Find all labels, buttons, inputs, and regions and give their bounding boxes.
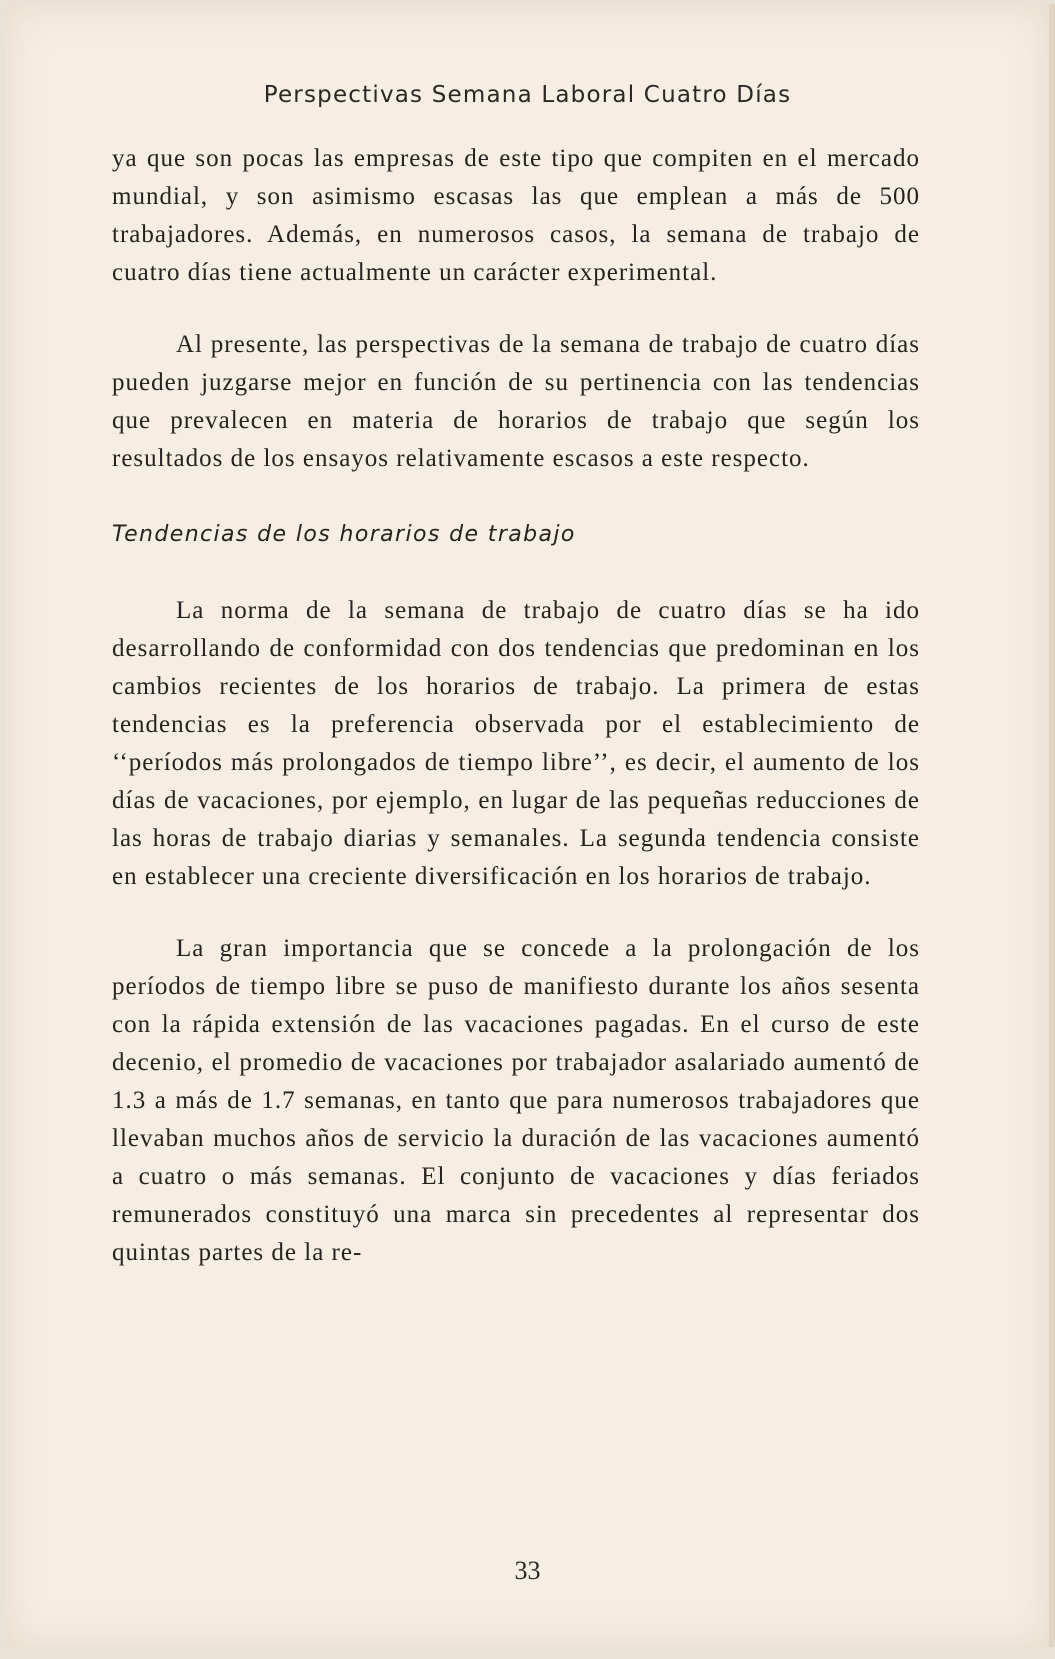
book-page <box>6 4 1055 1647</box>
paragraph-4: La gran importancia que se concede a la prolongación de los períodos de tiempo libre se puso de manifiesto durante los años sesenta con la rápida extensión de las vacaciones pagadas. En el curso de este decenio, el promedio de vacaciones por trabajador asalariado aumentó de 1.3 a más de 1.7 semanas, en tanto que para numerosos trabajadores que llevaban muchos años de servicio la duración de las vacaciones aumentó a cuatro o más semanas. El conjunto de vacaciones y días feriados remunerados constituyó una marca sin precedentes al representar dos quintas partes de la re- <box>112 935 920 1266</box>
running-title: Perspectivas Semana Laboral Cuatro Días <box>263 82 792 108</box>
body-text <box>112 140 920 1272</box>
section-heading: Tendencias de los horarios de trabajo <box>112 522 576 547</box>
paragraph-2: Al presente, las perspectivas de la semana de trabajo de cuatro días pueden juzgarse mejor en función de su pertinencia con las tendencias que prevalecen en materia de horarios de trabajo que según los resultados de los ensayos relativamente escasos a este respecto. <box>112 331 920 472</box>
paragraph-1: ya que son pocas las empresas de este tipo que compiten en el mercado mundial, y son asimismo escasas las que emplean a más de 500 trabajadores. Además, en numerosos casos, la semana de trabajo de cuatro días tiene actualmente un carácter experimental. <box>112 145 920 286</box>
page-number: 33 <box>514 1556 541 1585</box>
paragraph-3: La norma de la semana de trabajo de cuatro días se ha ido desarrollando de conformidad con dos tendencias que predominan en los cambios recientes de los horarios de trabajo. La primera de estas tendencias es la preferencia observada por el establecimiento de ‘‘períodos más prolongados de tiempo libre’’, es decir, el aumento de los días de vacaciones, por ejemplo, en lugar de las pequeñas reducciones de las horas de trabajo diarias y semanales. La segunda tendencia consiste en establecer una creciente diversificación en los horarios de trabajo. <box>112 597 920 890</box>
